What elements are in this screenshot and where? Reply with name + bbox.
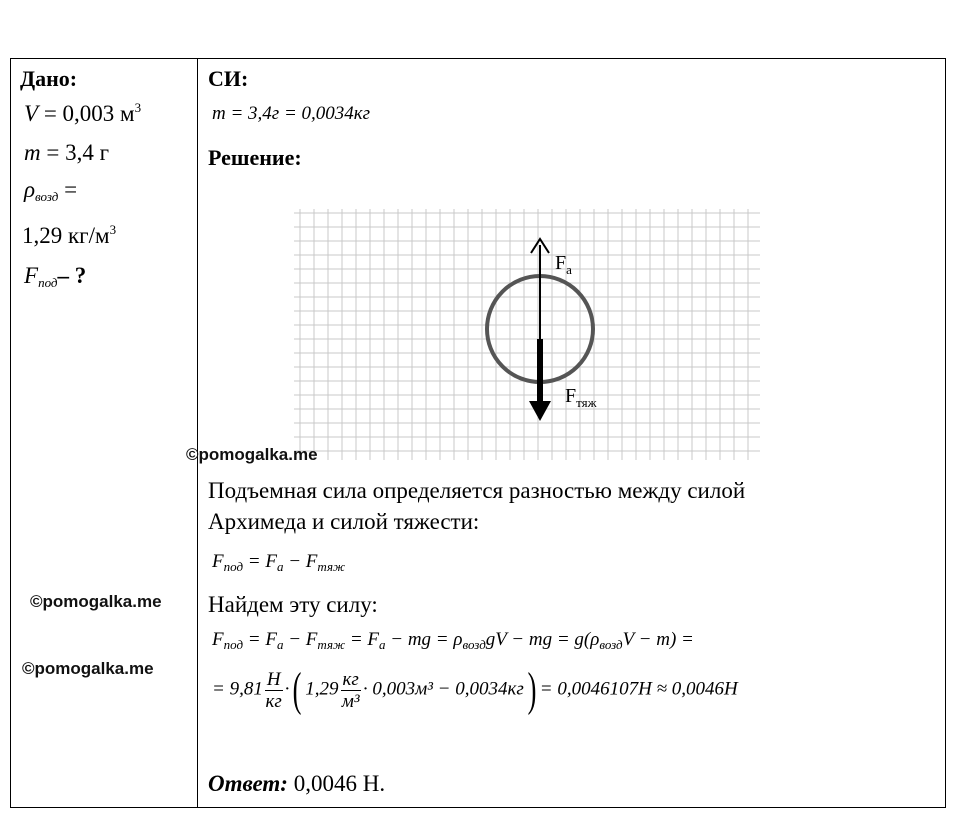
solution-header: Решение:: [208, 145, 302, 170]
find-force-text: Найдем эту силу:: [208, 592, 378, 617]
density-exponent: 3: [109, 222, 117, 237]
fraction-kg-per-m3: $\frac{кг}{\text{м³}}$: [341, 668, 360, 712]
answer-label: Ответ:: [208, 771, 288, 796]
volume-value: = 0,003 м: [38, 101, 135, 126]
explanation-line-2: Архимеда и силой тяжести:: [208, 509, 480, 534]
archimedes-force-label: $F_a$: [555, 252, 572, 277]
formula-numeric: = 9,81 $\frac{Н}{кг}$ ·( 1,29 $\frac{кг}{\text{м³}}$ · 0,003м³ − 0,0034кг) = 0,0046107Н ≈ 0,0046Н: [212, 663, 738, 716]
unknown-marker: – ?: [57, 263, 87, 288]
formula-lift-force: $F_{под} = F_a - F_{тяж}$: [212, 551, 346, 574]
given-density-label: [24, 177, 77, 205]
si-conversion: m = 3,4г = 0,0034кг: [212, 103, 371, 124]
watermark-3: ©pomogalka.me: [22, 659, 154, 678]
formula-expanded: $F_{под} = F_a - F_{тяж} = F_a$ − mg = $\rho_{возд}gV$ − mg = $g(\rho_{возд}V - m)$ =: [212, 629, 694, 652]
given-mass: [24, 140, 109, 166]
density-equals: =: [58, 177, 78, 202]
mass-value: = 3,4 г: [40, 140, 110, 165]
lift-force-symbol: F: [24, 263, 39, 288]
given-density-value: [22, 222, 116, 249]
column-divider: [197, 58, 198, 808]
density-symbol: ρ: [24, 177, 36, 202]
gravity-arrow-head: [529, 401, 551, 421]
volume-exponent: 3: [134, 100, 142, 115]
gravity-force-label: $F_{тяж}$: [565, 385, 597, 410]
si-header: СИ:: [208, 66, 249, 91]
answer-line: [208, 771, 385, 797]
given-volume: [24, 100, 141, 127]
watermark-2: ©pomogalka.me: [30, 592, 162, 611]
given-unknown: [24, 263, 86, 291]
mass-symbol: m: [24, 140, 41, 165]
volume-symbol: V: [24, 101, 39, 126]
grid-background: [294, 209, 760, 460]
answer-value: 0,0046 Н.: [287, 771, 386, 796]
given-header: Дано:: [20, 66, 78, 91]
fraction-n-per-kg: $\frac{Н}{кг}$: [265, 668, 282, 712]
lift-force-subscript: под: [38, 275, 58, 290]
density-subscript: возд: [35, 189, 59, 204]
density-value: 1,29 кг/м: [22, 223, 110, 248]
explanation-line-1: Подъемная сила определяется разностью между силой: [208, 478, 746, 503]
force-diagram: [290, 205, 770, 465]
watermark-1: ©pomogalka.me: [186, 445, 318, 464]
